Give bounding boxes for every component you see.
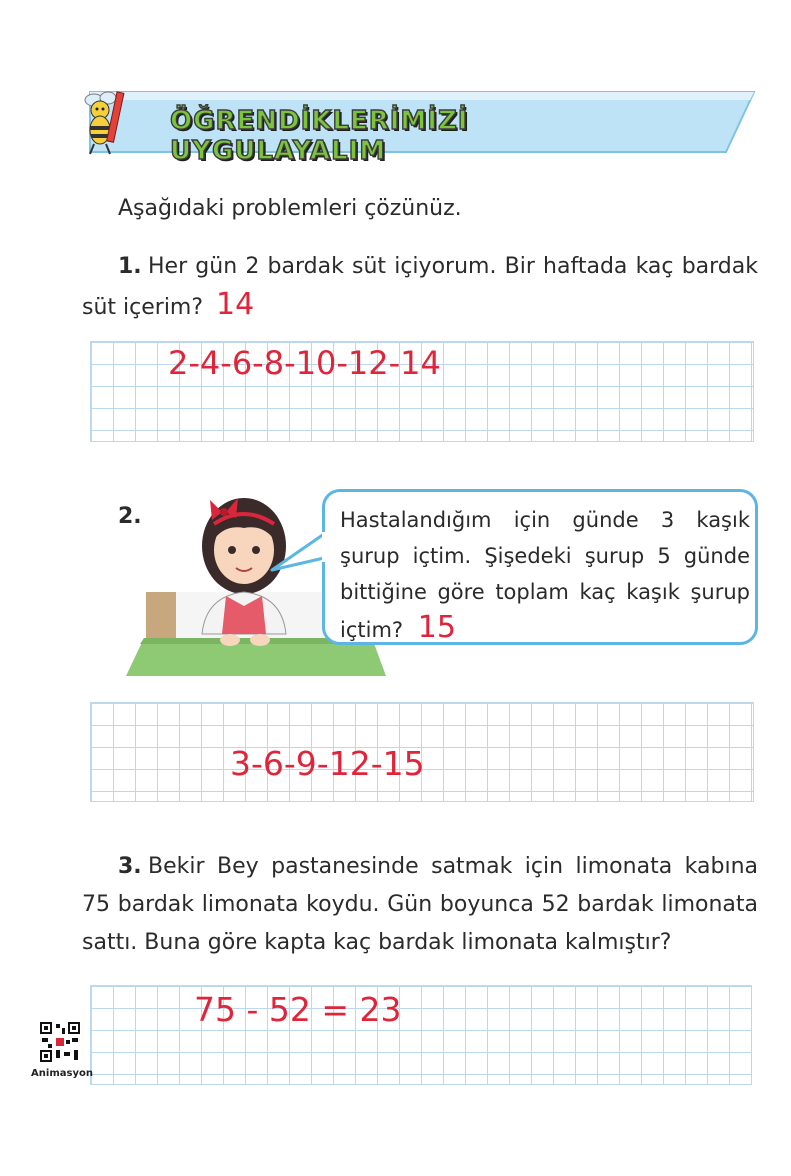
problem-1-answer: 14 [216, 287, 255, 322]
problem-2-question: Hastalandığım için günde 3 kaşık şurup içtim. Şişedeki şurup 5 günde bittiğine göre toplam kaç kaşık şurup içtim? [340, 508, 750, 642]
bee-mascot-icon [78, 86, 128, 158]
problem-3-grid [90, 985, 752, 1085]
problem-1-text [82, 248, 758, 327]
problem-2-text [340, 502, 750, 648]
page-title: ÖĞRENDİKLERİMİZİ UYGULAYALIM [170, 106, 469, 166]
problem-2-answer: 15 [417, 610, 456, 645]
problem-1-number: 1. [118, 254, 142, 279]
problem-3-work: 75 - 52 = 23 [194, 990, 402, 1029]
intro-text: Aşağıdaki problemleri çözünüz. [118, 196, 462, 221]
problem-3-text: Bekir Bey pastanesinde satmak için limonata kabına 75 bardak limonata koydu. Gün boyunca 52 bardak limonata sattı. Buna göre kapta kaç bardak limonata kalmıştır? [82, 854, 758, 955]
problem-2-work: 3-6-9-12-15 [230, 744, 425, 783]
qr-label: Animasyon [31, 1068, 93, 1079]
qr-code-icon[interactable] [38, 1020, 82, 1064]
speech-bubble-tail [268, 530, 328, 590]
problem-1-work: 2-4-6-8-10-12-14 [168, 344, 441, 382]
problem-1-question: Her gün 2 bardak süt içiyorum. Bir haftada kaç bardak süt içerim? [82, 254, 758, 320]
problem-3-number: 3. [118, 854, 142, 879]
problem-2-number: 2. [118, 504, 142, 529]
